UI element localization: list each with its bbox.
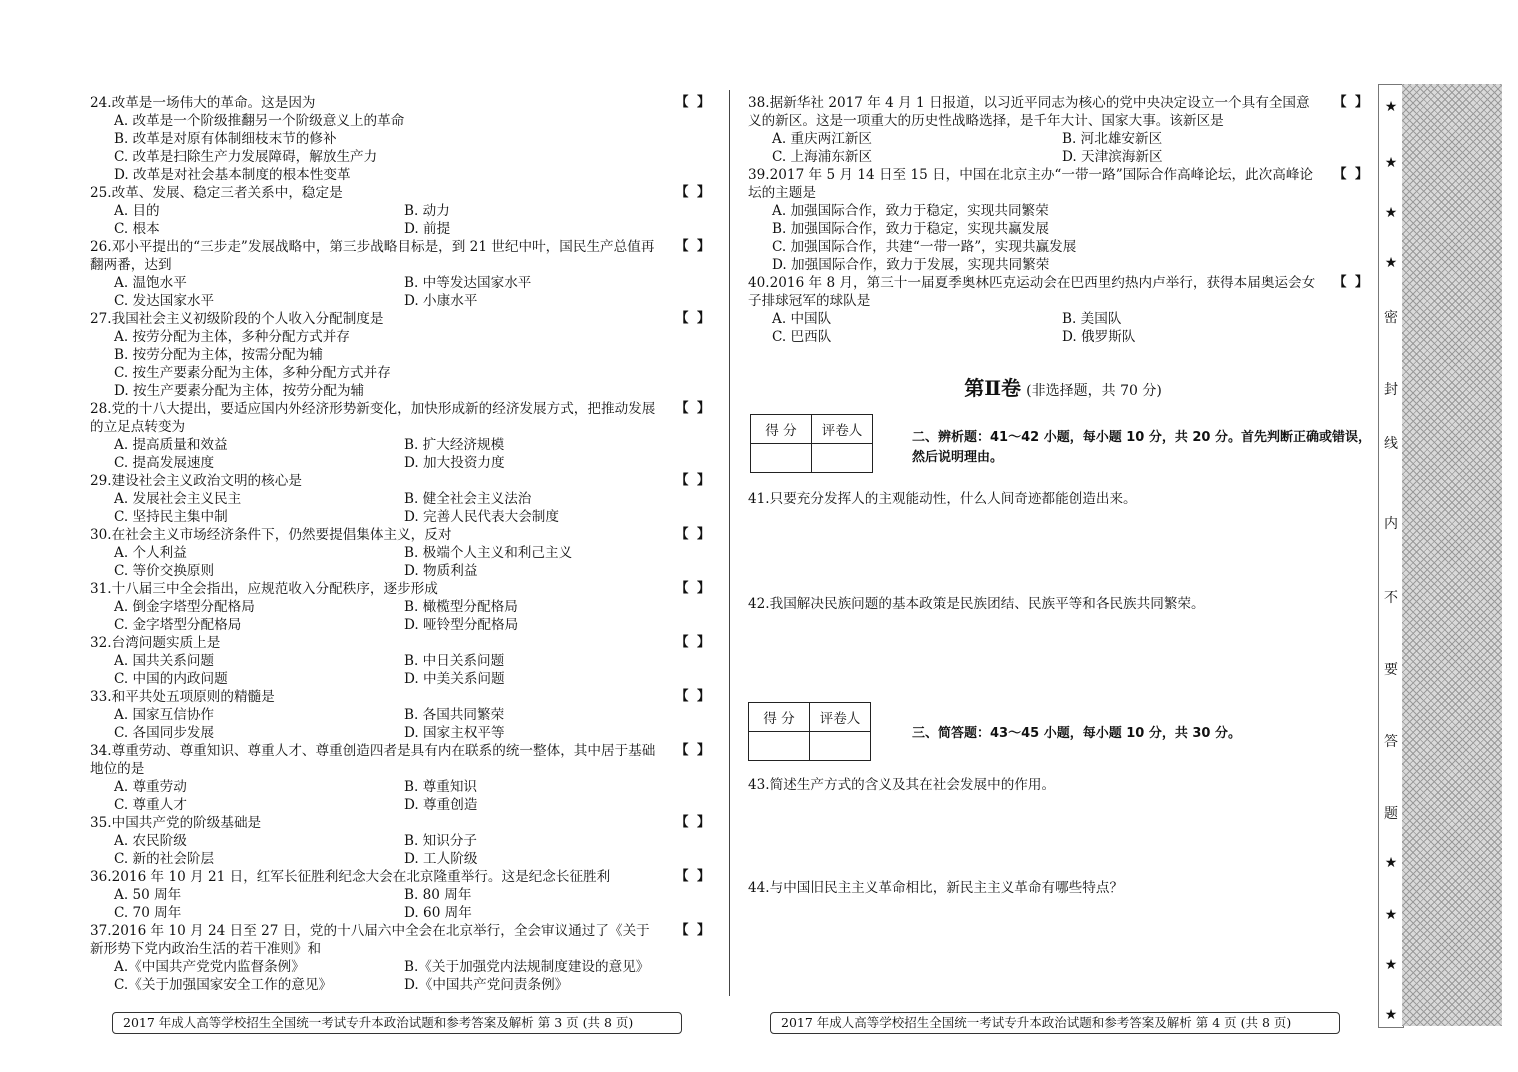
- answer-bracket[interactable]: 【 】: [675, 689, 712, 704]
- answer-option[interactable]: C. 金字塔型分配格局: [114, 617, 242, 633]
- answer-option[interactable]: B. 扩大经济规模: [404, 437, 505, 453]
- question-item: [90, 310, 720, 400]
- question-text: 36.2016 年 10 月 21 日，红军长征胜利纪念大会在北京隆重举行。这是纪念长征胜利: [90, 869, 611, 885]
- question-item: [748, 166, 1378, 274]
- answer-option[interactable]: A. 倒金字塔型分配格局: [114, 599, 255, 615]
- answer-option[interactable]: C. 按生产要素分配为主体，多种分配方式并存: [114, 365, 391, 381]
- question-text: 30.在社会主义市场经济条件下，仍然要提倡集体主义，反对: [90, 527, 452, 543]
- answer-bracket[interactable]: 【 】: [675, 743, 712, 758]
- question-item: [90, 112, 720, 184]
- answer-bracket[interactable]: 【 】: [675, 311, 712, 326]
- question-text: 28.党的十八大提出，要适应国内外经济形势新变化，加快形成新的经济发展方式，把推动发展的立足点转变为: [90, 401, 656, 435]
- grader-cell[interactable]: [812, 444, 873, 473]
- score-table-2: [748, 702, 871, 761]
- grader-label: 评卷人: [810, 703, 871, 732]
- answer-option[interactable]: D. 哑铃型分配格局: [404, 617, 519, 633]
- answer-option[interactable]: C. 巴西队: [772, 329, 832, 345]
- answer-option[interactable]: C. 中国的内政问题: [114, 671, 228, 687]
- answer-option[interactable]: C. 坚持民主集中制: [114, 509, 228, 525]
- answer-option[interactable]: C. 加强国际合作，共建“一带一路”，实现共赢发展: [772, 239, 1077, 255]
- answer-bracket[interactable]: 【 】: [675, 401, 712, 416]
- answer-option[interactable]: A. 50 周年: [114, 887, 182, 903]
- option-grid: [90, 832, 720, 868]
- grader-label: 评卷人: [812, 415, 873, 444]
- answer-option[interactable]: B. 80 周年: [404, 887, 472, 903]
- answer-option[interactable]: B. 各国共同繁荣: [404, 707, 505, 723]
- option-grid: [90, 274, 720, 310]
- answer-bracket[interactable]: 【 】: [675, 635, 712, 650]
- seal-char: 密: [1384, 310, 1398, 326]
- answer-option[interactable]: B. 橄榄型分配格局: [404, 599, 518, 615]
- answer-bracket[interactable]: 【 】: [675, 239, 712, 254]
- answer-option[interactable]: A. 尊重劳动: [114, 779, 187, 795]
- answer-bracket[interactable]: 【 】: [1333, 275, 1370, 290]
- question-text: 40.2016 年 8 月，第三十一届夏季奥林匹克运动会在巴西里约热内卢举行，获得本届奥运会女子排球冠军的球队是: [748, 275, 1316, 309]
- score-cell[interactable]: [751, 444, 812, 473]
- question-item: [90, 526, 720, 580]
- answer-option[interactable]: B. 美国队: [1062, 311, 1122, 327]
- answer-option[interactable]: D. 俄罗斯队: [1062, 329, 1136, 345]
- answer-option[interactable]: A. 重庆两江新区: [772, 131, 873, 147]
- left-page-questions: [90, 94, 720, 994]
- security-pattern: [1402, 84, 1502, 1026]
- answer-option[interactable]: D. 工人阶级: [404, 851, 478, 867]
- option-grid: [748, 130, 1378, 166]
- answer-bracket[interactable]: 【 】: [1333, 167, 1370, 182]
- answer-option[interactable]: A. 加强国际合作，致力于稳定，实现共同繁荣: [772, 203, 1049, 219]
- section-title-main: 第Ⅱ卷: [964, 376, 1022, 400]
- question-text: 35.中国共产党的阶级基础是: [90, 815, 262, 831]
- answer-bracket[interactable]: 【 】: [675, 527, 712, 542]
- answer-bracket[interactable]: 【 】: [675, 473, 712, 488]
- question-item: [748, 94, 1378, 166]
- answer-option[interactable]: B. 改革是对原有体制细枝末节的修补: [114, 131, 337, 147]
- question-item: [90, 922, 720, 994]
- answer-option[interactable]: D. 加大投资力度: [404, 455, 505, 471]
- question-item: [90, 688, 720, 742]
- seal-char: 题: [1384, 806, 1398, 822]
- question-item: [90, 580, 720, 634]
- answer-option[interactable]: A. 国共关系问题: [114, 653, 215, 669]
- star-icon: ★: [1384, 205, 1398, 221]
- answer-option[interactable]: D. 改革是对社会基本制度的根本性变革: [114, 167, 351, 183]
- score-label: 得 分: [749, 703, 810, 732]
- score-table-1: [750, 414, 873, 473]
- option-grid: [90, 598, 720, 634]
- seal-char: 不: [1384, 590, 1398, 606]
- question-text: 25.改革、发展、稳定三者关系中，稳定是: [90, 185, 343, 201]
- answer-bracket[interactable]: 【 】: [675, 923, 712, 938]
- answer-option[interactable]: D. 物质利益: [404, 563, 478, 579]
- question-text: 24.改革是一场伟大的革命。这是因为: [90, 95, 316, 111]
- answer-option[interactable]: A. 改革是一个阶级推翻另一个阶级意义上的革命: [114, 113, 405, 129]
- answer-option[interactable]: B. 加强国际合作，致力于稳定，实现共赢发展: [772, 221, 1049, 237]
- answer-option[interactable]: A. 农民阶级: [114, 833, 187, 849]
- seal-char: 封: [1384, 382, 1398, 398]
- answer-option[interactable]: D. 按生产要素分配为主体，按劳分配为辅: [114, 383, 365, 399]
- question-item: [90, 238, 720, 310]
- footer-left: 2017 年成人高等学校招生全国统一考试专升本政治试题和参考答案及解析 第 3 页 (共 8 页): [112, 1012, 682, 1034]
- answer-option[interactable]: C. 提高发展速度: [114, 455, 215, 471]
- seal-line-strip: [1378, 84, 1404, 1028]
- score-cell[interactable]: [749, 732, 810, 761]
- answer-option[interactable]: D. 60 周年: [404, 905, 472, 921]
- section-title: [748, 372, 1378, 401]
- option-grid: [90, 202, 720, 238]
- answer-bracket[interactable]: 【 】: [675, 185, 712, 200]
- question-43: 43.简述生产方式的含义及其在社会发展中的作用。: [748, 777, 1056, 793]
- seal-char: 线: [1384, 436, 1398, 452]
- seal-char: 答: [1384, 734, 1398, 750]
- star-icon: ★: [1384, 99, 1398, 115]
- answer-option[interactable]: D. 加强国际合作，致力于发展，实现共同繁荣: [772, 257, 1050, 273]
- answer-option[interactable]: B. 极端个人主义和利己主义: [404, 545, 573, 561]
- option-grid: [90, 490, 720, 526]
- section-title-sub: (非选择题，共 70 分): [1026, 383, 1162, 399]
- answer-option[interactable]: D. 国家主权平等: [404, 725, 505, 741]
- answer-option[interactable]: A. 发展社会主义民主: [114, 491, 242, 507]
- question-text: 32.台湾问题实质上是: [90, 635, 221, 651]
- question-42: 42.我国解决民族问题的基本政策是民族团结、民族平等和各民族共同繁荣。: [748, 596, 1205, 612]
- answer-option[interactable]: B. 知识分子: [404, 833, 478, 849]
- answer-option[interactable]: C. 各国同步发展: [114, 725, 215, 741]
- part3-heading: 三、简答题：43～45 小题，每小题 10 分，共 30 分。: [912, 726, 1241, 741]
- option-grid: [90, 778, 720, 814]
- question-item: [90, 868, 720, 922]
- question-text: 26.邓小平提出的“三步走”发展战略中，第三步战略目标是，到 21 世纪中叶，国民生产总值再翻两番，达到: [90, 239, 655, 273]
- answer-bracket[interactable]: 【 】: [675, 95, 712, 110]
- answer-option[interactable]: C.《关于加强国家安全工作的意见》: [114, 977, 333, 993]
- question-44: 44.与中国旧民主主义革命相比，新民主主义革命有哪些特点？: [748, 880, 1124, 896]
- question-item: [90, 634, 720, 688]
- question-text: 33.和平共处五项原则的精髓是: [90, 689, 275, 705]
- seal-char: 要: [1384, 662, 1398, 678]
- answer-option[interactable]: C. 发达国家水平: [114, 293, 215, 309]
- answer-option[interactable]: D. 天津滨海新区: [1062, 149, 1163, 165]
- option-grid: [90, 706, 720, 742]
- question-41: 41.只要充分发挥人的主观能动性，什么人间奇迹都能创造出来。: [748, 491, 1137, 507]
- answer-option[interactable]: C. 上海浦东新区: [772, 149, 873, 165]
- star-icon: ★: [1384, 957, 1398, 973]
- question-text: 38.据新华社 2017 年 4 月 1 日报道，以习近平同志为核心的党中央决定设立一个具有全国意义的新区。这是一项重大的历史性战略选择，是千年大计、国家大事。该新区是: [748, 95, 1310, 129]
- answer-option[interactable]: D.《中国共产党问责条例》: [404, 977, 569, 993]
- option-grid: [90, 544, 720, 580]
- grader-cell[interactable]: [810, 732, 871, 761]
- answer-option[interactable]: B. 河北雄安新区: [1062, 131, 1163, 147]
- option-grid: [90, 436, 720, 472]
- question-item: [90, 184, 720, 238]
- option-grid: [90, 958, 720, 994]
- question-text: 34.尊重劳动、尊重知识、尊重人才、尊重创造四者是具有内在联系的统一整体，其中居于基础地位的是: [90, 743, 656, 777]
- answer-option[interactable]: C. 等价交换原则: [114, 563, 215, 579]
- part2-heading: 二、辨析题：41～42 小题，每小题 10 分，共 20 分。首先判断正确或错误，然后说明理由。: [912, 430, 1371, 465]
- answer-option[interactable]: A. 个人利益: [114, 545, 187, 561]
- question-text: 27.我国社会主义初级阶段的个人收入分配制度是: [90, 311, 384, 327]
- question-item: [90, 94, 720, 112]
- question-text: 29.建设社会主义政治文明的核心是: [90, 473, 302, 489]
- answer-option[interactable]: C. 70 周年: [114, 905, 182, 921]
- answer-option[interactable]: A. 目的: [114, 203, 160, 219]
- question-item: [90, 400, 720, 472]
- answer-option[interactable]: D. 小康水平: [404, 293, 478, 309]
- question-item: [90, 472, 720, 526]
- star-icon: ★: [1384, 1007, 1398, 1023]
- seal-char: 内: [1384, 516, 1398, 532]
- question-text: 31.十八届三中全会指出，应规范收入分配秩序，逐步形成: [90, 581, 438, 597]
- answer-option[interactable]: B. 尊重知识: [404, 779, 478, 795]
- answer-option[interactable]: A. 国家互信协作: [114, 707, 215, 723]
- answer-option[interactable]: C. 改革是扫除生产力发展障碍，解放生产力: [114, 149, 378, 165]
- answer-option[interactable]: D. 中美关系问题: [404, 671, 505, 687]
- answer-option[interactable]: D. 前提: [404, 221, 451, 237]
- question-item: [90, 814, 720, 868]
- answer-option[interactable]: A. 提高质量和效益: [114, 437, 228, 453]
- answer-option[interactable]: D. 完善人民代表大会制度: [404, 509, 559, 525]
- option-grid: [748, 310, 1378, 346]
- answer-option[interactable]: C. 新的社会阶层: [114, 851, 215, 867]
- answer-option[interactable]: B. 中等发达国家水平: [404, 275, 532, 291]
- question-text: 37.2016 年 10 月 24 日至 27 日，党的十八届六中全会在北京举行，全会审议通过了《关于新形势下党内政治生活的若干准则》和: [90, 923, 650, 957]
- star-icon: ★: [1384, 255, 1398, 271]
- option-grid: [90, 652, 720, 688]
- question-text: 39.2017 年 5 月 14 日至 15 日，中国在北京主办“一带一路”国际合作高峰论坛，此次高峰论坛的主题是: [748, 167, 1314, 201]
- answer-bracket[interactable]: 【 】: [675, 869, 712, 884]
- answer-bracket[interactable]: 【 】: [675, 581, 712, 596]
- right-page-questions: [748, 94, 1378, 346]
- answer-option[interactable]: B. 健全社会主义法治: [404, 491, 532, 507]
- answer-option[interactable]: A. 中国队: [772, 311, 832, 327]
- answer-option[interactable]: A. 温饱水平: [114, 275, 187, 291]
- answer-option[interactable]: B. 动力: [404, 203, 450, 219]
- star-icon: ★: [1384, 155, 1398, 171]
- answer-option[interactable]: C. 根本: [114, 221, 160, 237]
- answer-bracket[interactable]: 【 】: [675, 815, 712, 830]
- answer-option[interactable]: C. 尊重人才: [114, 797, 187, 813]
- question-item: [90, 742, 720, 814]
- footer-right: 2017 年成人高等学校招生全国统一考试专升本政治试题和参考答案及解析 第 4 页 (共 8 页): [770, 1012, 1340, 1034]
- score-label: 得 分: [751, 415, 812, 444]
- answer-option[interactable]: D. 尊重创造: [404, 797, 478, 813]
- answer-option[interactable]: A.《中国共产党党内监督条例》: [114, 959, 305, 975]
- answer-option[interactable]: A. 按劳分配为主体，多种分配方式并存: [114, 329, 350, 345]
- center-divider: [729, 90, 730, 996]
- question-item: [748, 274, 1378, 346]
- star-icon: ★: [1384, 855, 1398, 871]
- answer-option[interactable]: B. 中日关系问题: [404, 653, 505, 669]
- answer-option[interactable]: B. 按劳分配为主体，按需分配为辅: [114, 347, 323, 363]
- answer-option[interactable]: B.《关于加强党内法规制度建设的意见》: [404, 959, 650, 975]
- answer-bracket[interactable]: 【 】: [1333, 95, 1370, 110]
- option-grid: [90, 886, 720, 922]
- star-icon: ★: [1384, 907, 1398, 923]
